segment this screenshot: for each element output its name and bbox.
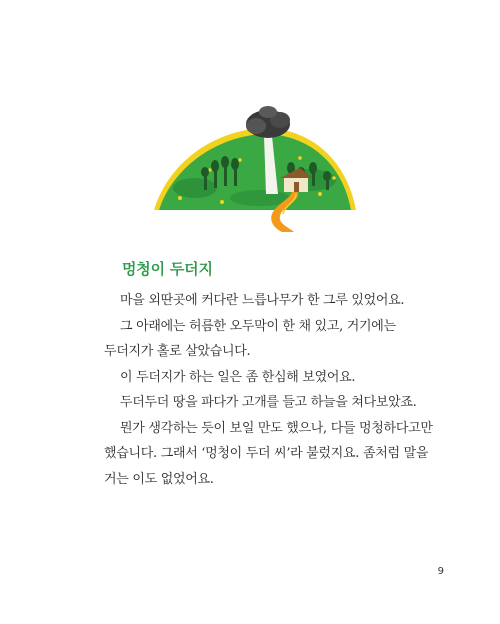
text-line: 거는 이도 없었어요.: [104, 471, 214, 487]
text-line: 마을 외딴곳에 커다란 느릅나무가 한 그루 있었어요.: [120, 293, 405, 308]
hill-with-tree-and-hut-illustration: [150, 98, 360, 233]
text-line: 뭔가 생각하는 듯이 보일 만도 했으나, 다들 멍청하다고만: [120, 420, 433, 436]
text-line: 그 아래에는 허름한 오두막이 한 채 있고, 거기에는: [120, 318, 396, 334]
text-line: 두더지가 홀로 살았습니다.: [104, 344, 251, 359]
text-line: 두더두더 땅을 파다가 고개를 들고 하늘을 쳐다보았죠.: [120, 395, 417, 410]
story-paragraph: [104, 288, 433, 492]
chapter-title: 멍청이 두더지: [122, 260, 213, 278]
page-number: 9: [437, 566, 444, 577]
text-line: 했습니다. 그래서 ‘멍청이 두더 씨’라 불렀지요. 좀처럼 말을: [104, 446, 429, 461]
text-line: 이 두더지가 하는 일은 좀 한심해 보였어요.: [120, 369, 356, 385]
